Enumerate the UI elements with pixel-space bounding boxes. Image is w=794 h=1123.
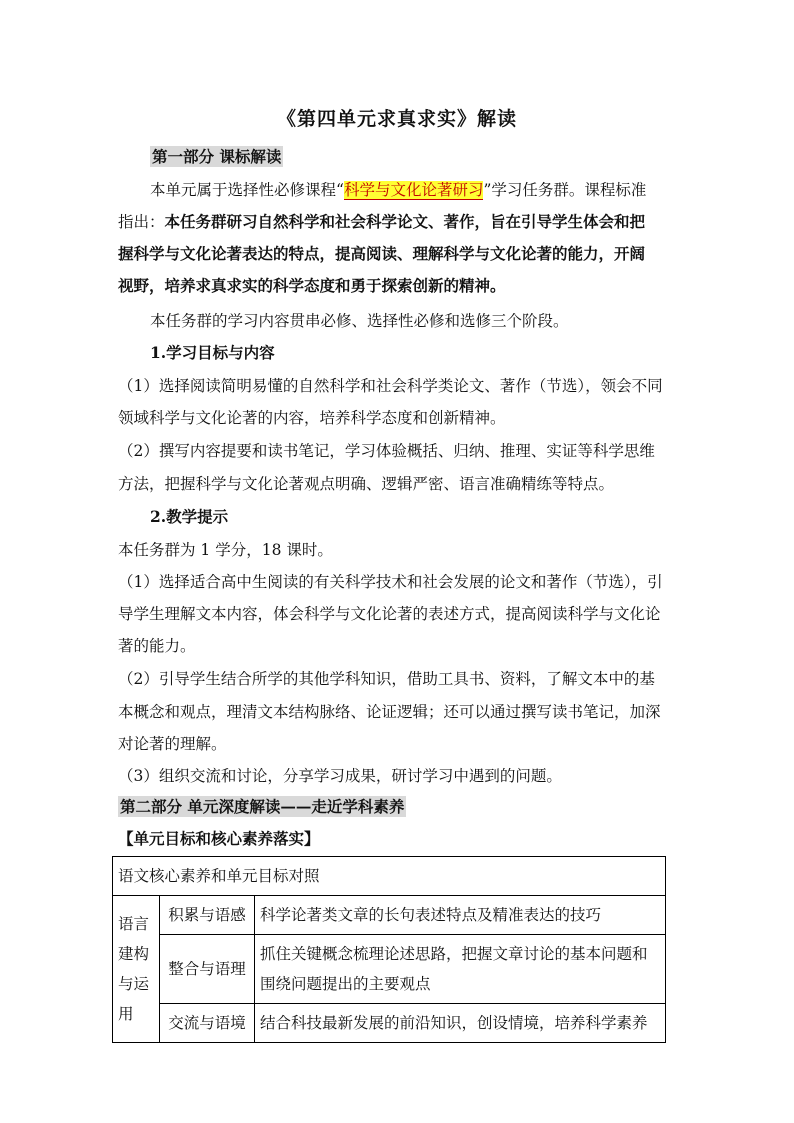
description-cell: 科学论著类文章的长句表述特点及精准表达的技巧 xyxy=(255,896,666,935)
highlighted-term: 科学与文化论著研习 xyxy=(343,181,484,199)
table-header-row xyxy=(113,857,666,896)
sub2-item1-line1: （1）选择适合高中生阅读的有关科学技术和社会发展的论文和著作（节选），引 xyxy=(118,573,663,591)
table-row xyxy=(113,1004,666,1043)
subcategory-cell: 整合与语理 xyxy=(160,935,255,1004)
sub2-item3: （3）组织交流和讨论，分享学习成果，研讨学习中遇到的问题。 xyxy=(118,767,562,785)
unit-goals-title: 【单元目标和核心素养落实】 xyxy=(118,829,320,848)
part1-heading: 第一部分 课标解读 xyxy=(152,147,282,166)
standard-line-1: 指出：本任务群研习自然科学和社会科学论文、著作，旨在引导学生体会和把 xyxy=(118,212,646,231)
table-row xyxy=(113,896,666,935)
stages-text: 本任务群的学习内容贯串必修、选择性必修和选修三个阶段。 xyxy=(150,312,569,330)
description-cell: 抓住关键概念梳理论述思路，把握文章讨论的基本问题和 围绕问题提出的主要观点 xyxy=(255,935,666,1004)
sub2-item1-line2: 导学生理解文本内容，体会科学与文化论著的表述方式，提高阅读科学与文化论 xyxy=(118,605,661,623)
sub1-item2-line2: 方法，把握科学与文化论著观点明确、逻辑严密、语言准确精练等特点。 xyxy=(118,475,615,493)
subcategory-cell: 交流与语境 xyxy=(160,1004,255,1043)
sub2-item1-line3: 著的能力。 xyxy=(118,637,196,655)
table-header-cell: 语文核心素养和单元目标对照 xyxy=(113,857,666,896)
category-cell: 语言 建构 与运 用 xyxy=(113,896,160,1043)
sub1-item2-line1: （2）撰写内容提要和读书笔记，学习体验概括、归纳、推理、实证等科学思维 xyxy=(118,442,655,460)
sub1-item1-line1: （1）选择阅读简明易懂的自然科学和社会科学类论文、著作（节选），领会不同 xyxy=(118,377,663,395)
subsection-2-title: 2.教学提示 xyxy=(150,507,229,526)
sub2-item2-line3: 对论著的理解。 xyxy=(118,735,227,753)
subcategory-cell: 积累与语感 xyxy=(160,896,255,935)
sub2-credit: 本任务群为 1 学分，18 课时。 xyxy=(118,541,333,559)
subsection-1-title: 1.学习目标与内容 xyxy=(150,343,275,362)
literacy-goals-table xyxy=(112,856,666,1043)
sub2-item2-line1: （2）引导学生结合所学的其他学科知识，借助工具书、资料，了解文本中的基 xyxy=(118,670,655,688)
part1-intro: 本单元属于选择性必修课程“科学与文化论著研习”学习任务群。课程标准 xyxy=(150,181,647,199)
document-title: 《第四单元求真求实》解读 xyxy=(276,108,517,130)
description-cell: 结合科技最新发展的前沿知识，创设情境，培养科学素养 xyxy=(255,1004,666,1043)
table-row xyxy=(113,935,666,1004)
sub1-item1-line2: 领域科学与文化论著的内容，培养科学态度和创新精神。 xyxy=(118,409,506,427)
sub2-item2-line2: 本概念和观点，理清文本结构脉络、论证逻辑；还可以通过撰写读书笔记，加深 xyxy=(118,703,661,721)
standard-line-2: 握科学与文化论著表达的特点，提高阅读、理解科学与文化论著的能力，开阔 xyxy=(118,244,646,263)
part2-heading: 第二部分 单元深度解读——走近学科素养 xyxy=(120,797,405,816)
standard-line-3: 视野，培养求真求实的科学态度和勇于探索创新的精神。 xyxy=(118,276,506,295)
